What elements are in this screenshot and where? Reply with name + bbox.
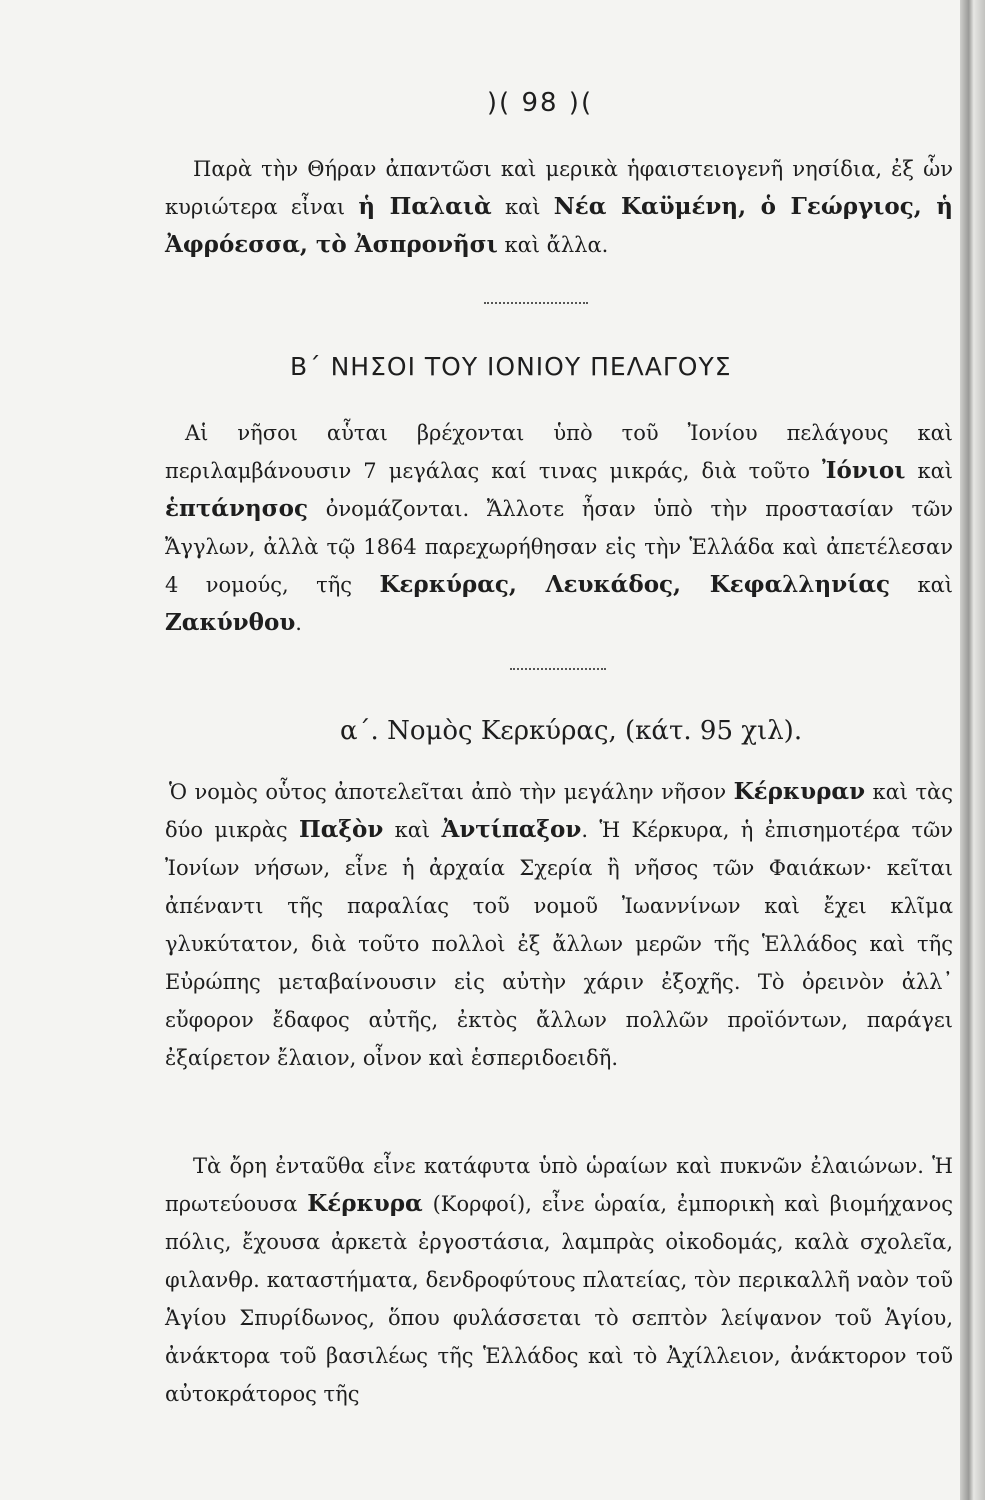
para3-bold-1: Κέρκυραν	[733, 778, 866, 805]
page-number: )( 98 )(	[486, 88, 594, 118]
para3-bold-2: Παξὸν	[298, 816, 384, 843]
paragraph-corfu-capital	[165, 1147, 953, 1413]
para2-text-2: καὶ	[905, 459, 954, 483]
para3-text-2: καὶ τὰς δύο μικρὰς	[165, 780, 954, 842]
para3-text-3: καὶ	[383, 818, 442, 842]
para2-text-1: Αἱ νῆσοι αὗται βρέχονται ὑπὸ τοῦ Ἰονίου πελάγους καὶ περιλαμβάνουσιν 7 μεγάλας καί τινας μικράς, διὰ τοῦτο	[165, 421, 953, 483]
para1-text-2: καὶ	[491, 195, 554, 219]
subsection-heading: α΄. Νομὸς Κερκύρας, (κάτ. 95 χιλ).	[340, 716, 803, 746]
para2-bold-1: Ἰόνιοι	[822, 457, 906, 484]
para2-bold-3: Κερκύρας, Λευκάδος, Κεφαλληνίας	[379, 571, 891, 598]
para3-text-1: Ὁ νομὸς οὗτος ἀποτελεῖται ἀπὸ τὴν μεγάλην νῆσον	[169, 780, 734, 804]
para1-bold-2: Νέα Καϋμένη, ὁ Γεώργιος, ἡ Ἀφρόεσσα, τὸ Ἀσπρονῆσι	[165, 193, 954, 258]
para2-bold-2: ἑπτάνησος	[165, 495, 308, 522]
para2-text-3: ὀνομάζονται. Ἄλλοτε ἦσαν ὑπὸ τὴν προστασίαν τῶν Ἄγγλων, ἀλλὰ τῷ 1864 παρεχωρήθησαν εἰς τὴν Ἑλλάδα καὶ ἀπετέλεσαν 4 νομούς, τῆς	[165, 497, 953, 597]
para3-text-4: . Ἡ Κέρκυρα, ἡ ἐπισημοτέρα τῶν Ἰονίων νήσων, εἶνε ἡ ἀρχαία Σχερία ἢ νῆσος τῶν Φαιάκων· κεῖται ἀπέναντι τῆς παραλίας τοῦ νομοῦ Ἰωαννίνων καὶ ἔχει κλῖμα γλυκύτατον, διὰ τοῦτο πολλοὶ ἐξ ἄλλων μερῶν τῆς Ἑλλάδος καὶ τῆς Εὐρώπης μεταβαίνουσιν εἰς αὐτὴν χάριν ἐξοχῆς. Τὸ ὀρεινὸν ἀλλ᾽ εὔφορον ἔδαφος αὐτῆς, ἐκτὸς ἄλλων πολλῶν προϊόντων, παράγει ἐξαίρετον ἔλαιον, οἶνον καὶ ἑσπεριδοειδῆ.	[165, 818, 954, 1070]
para4-bold-1: Κέρκυρα	[307, 1190, 423, 1217]
para2-text-5: .	[295, 611, 302, 635]
section-divider	[510, 668, 606, 670]
para1-text-3: καὶ ἄλλα.	[497, 233, 609, 257]
paragraph-ionian-islands	[165, 414, 953, 642]
page-edge	[960, 0, 985, 1500]
para2-bold-4: Ζακύνθου	[165, 609, 296, 636]
para1-text-1: Παρὰ τὴν Θήραν ἀπαντῶσι καὶ μερικὰ ἡφαιστειογενῆ νησίδια, ἐξ ὧν κυριώτερα εἶναι	[165, 157, 953, 219]
para4-text-2: (Κορφοί), εἶνε ὡραία, ἐμπορικὴ καὶ βιομήχανος πόλις, ἔχουσα ἀρκετὰ ἐργοστάσια, λαμπρὰς οἰκοδομάς, καλὰ σχολεῖα, φιλανθρ. καταστήματα, δενδροφύτους πλατείας, τὸν περικαλλῆ ναὸν τοῦ Ἁγίου Σπυρίδωνος, ὅπου φυλάσσεται τὸ σεπτὸν λείψανον τοῦ Ἁγίου, ἀνάκτορα τοῦ βασιλέως τῆς Ἑλλάδος καὶ τὸ Ἀχίλλειον, ἀνάκτορον τοῦ αὐτοκράτορος τῆς	[165, 1192, 953, 1406]
para4-text-1: Τὰ ὄρη ἐνταῦθα εἶνε κατάφυτα ὑπὸ ὡραίων καὶ πυκνῶν ἐλαιώνων. Ἡ πρωτεύουσα	[165, 1154, 953, 1216]
section-divider	[484, 302, 588, 304]
para3-bold-3: Ἀντίπαξον	[441, 816, 582, 843]
paragraph-thera-islets	[165, 150, 953, 264]
paragraph-corfu-prefecture	[165, 773, 953, 1077]
para1-bold-1: ἡ Παλαιὰ	[358, 193, 492, 220]
para2-text-4: καὶ	[890, 573, 954, 597]
section-heading: Β΄ ΝΗΣΟΙ ΤΟΥ ΙΟΝΙΟΥ ΠΕΛΑΓΟΥΣ	[290, 352, 732, 381]
